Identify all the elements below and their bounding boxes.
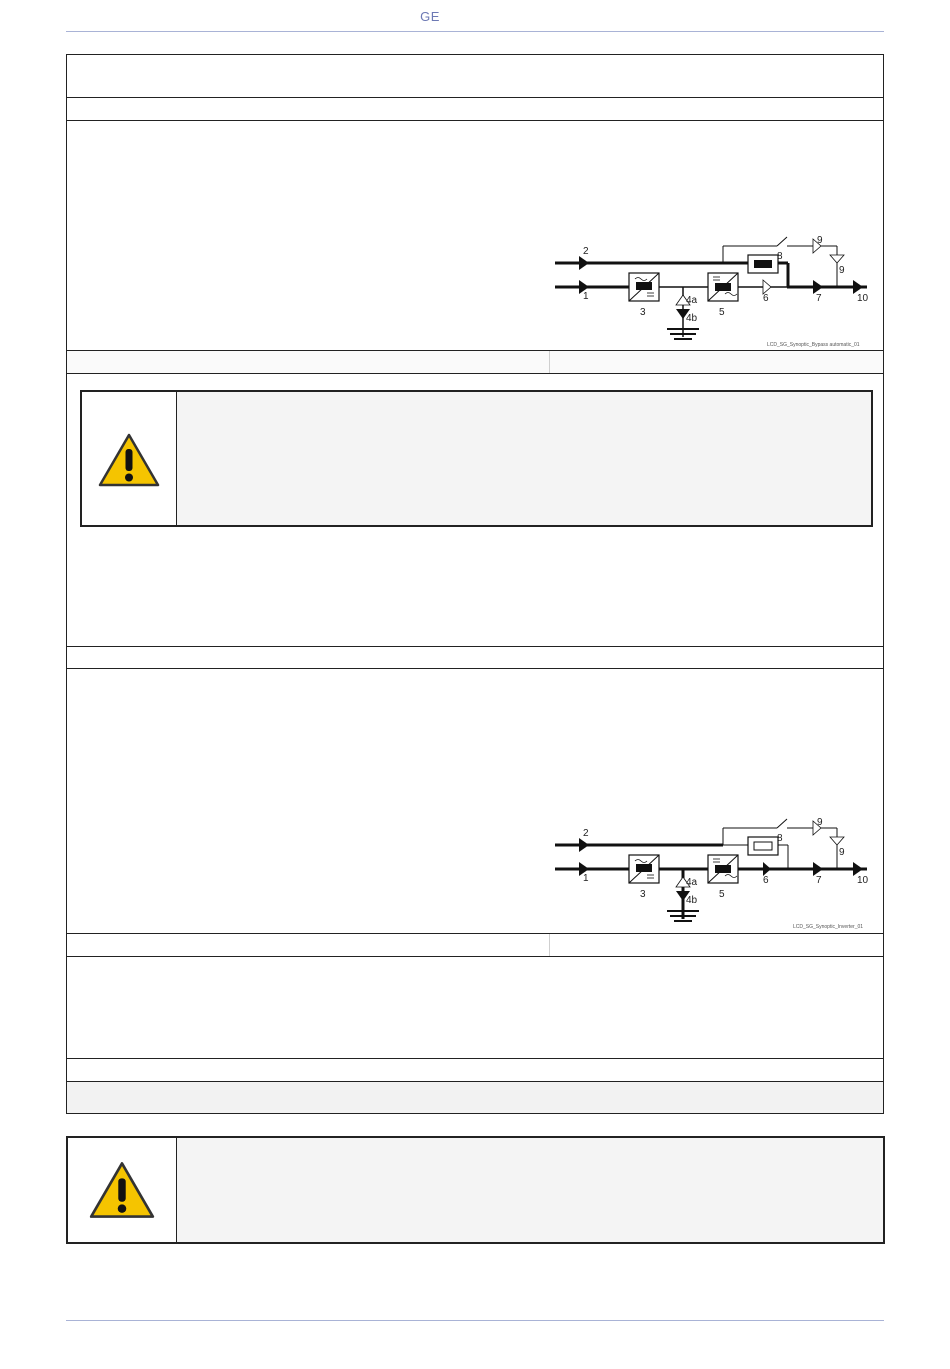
diagram-caption: LCD_SG_Synoptic_Bypass automatic_01 [767, 342, 860, 348]
blank-row [67, 1082, 883, 1113]
warning-icon-cell [82, 392, 177, 525]
warning-text-cell [177, 392, 871, 525]
label-6: 6 [763, 293, 769, 304]
label-4b: 4b [686, 895, 698, 906]
blank-row [67, 351, 883, 373]
label-4a: 4a [686, 295, 698, 306]
label-9-top: 9 [817, 817, 823, 828]
column-split [549, 351, 550, 373]
label-7: 7 [816, 875, 822, 886]
row-divider [67, 956, 883, 957]
synoptic-diagram-bypass [555, 231, 879, 349]
row-divider [67, 933, 883, 934]
label-10: 10 [857, 875, 869, 886]
row-divider [67, 97, 883, 98]
label-5: 5 [719, 889, 725, 900]
label-1: 1 [583, 291, 589, 302]
warning-text-cell [177, 1138, 883, 1242]
row-divider [67, 373, 883, 374]
warning-notice [66, 1136, 885, 1244]
warning-triangle-icon [97, 432, 161, 488]
row-divider [67, 668, 883, 669]
label-1: 1 [583, 873, 589, 884]
label-7: 7 [816, 293, 822, 304]
synoptic-diagram-inverter [555, 813, 879, 931]
label-3: 3 [640, 889, 646, 900]
label-4b: 4b [686, 313, 698, 324]
warning-icon-cell [68, 1138, 177, 1242]
row-divider [67, 646, 883, 647]
main-table [66, 54, 884, 1114]
label-9-right: 9 [839, 847, 845, 858]
label-10: 10 [857, 293, 869, 304]
header-brand: GE [420, 9, 440, 24]
label-9-right: 9 [839, 265, 845, 276]
label-5: 5 [719, 307, 725, 318]
column-split [549, 934, 550, 956]
row-divider [67, 1058, 883, 1059]
warning-triangle-icon [88, 1160, 156, 1220]
label-8: 8 [777, 833, 783, 844]
label-3: 3 [640, 307, 646, 318]
diagram-caption: LCD_SG_Synoptic_Inverter_01 [793, 924, 864, 930]
label-2: 2 [583, 828, 589, 839]
footer-rule [66, 1320, 884, 1321]
warning-notice-inner [80, 390, 873, 527]
label-4a: 4a [686, 877, 698, 888]
label-8: 8 [777, 251, 783, 262]
header-rule [66, 31, 884, 32]
label-6: 6 [763, 875, 769, 886]
row-divider [67, 120, 883, 121]
label-9-top: 9 [817, 235, 823, 246]
label-2: 2 [583, 246, 589, 257]
